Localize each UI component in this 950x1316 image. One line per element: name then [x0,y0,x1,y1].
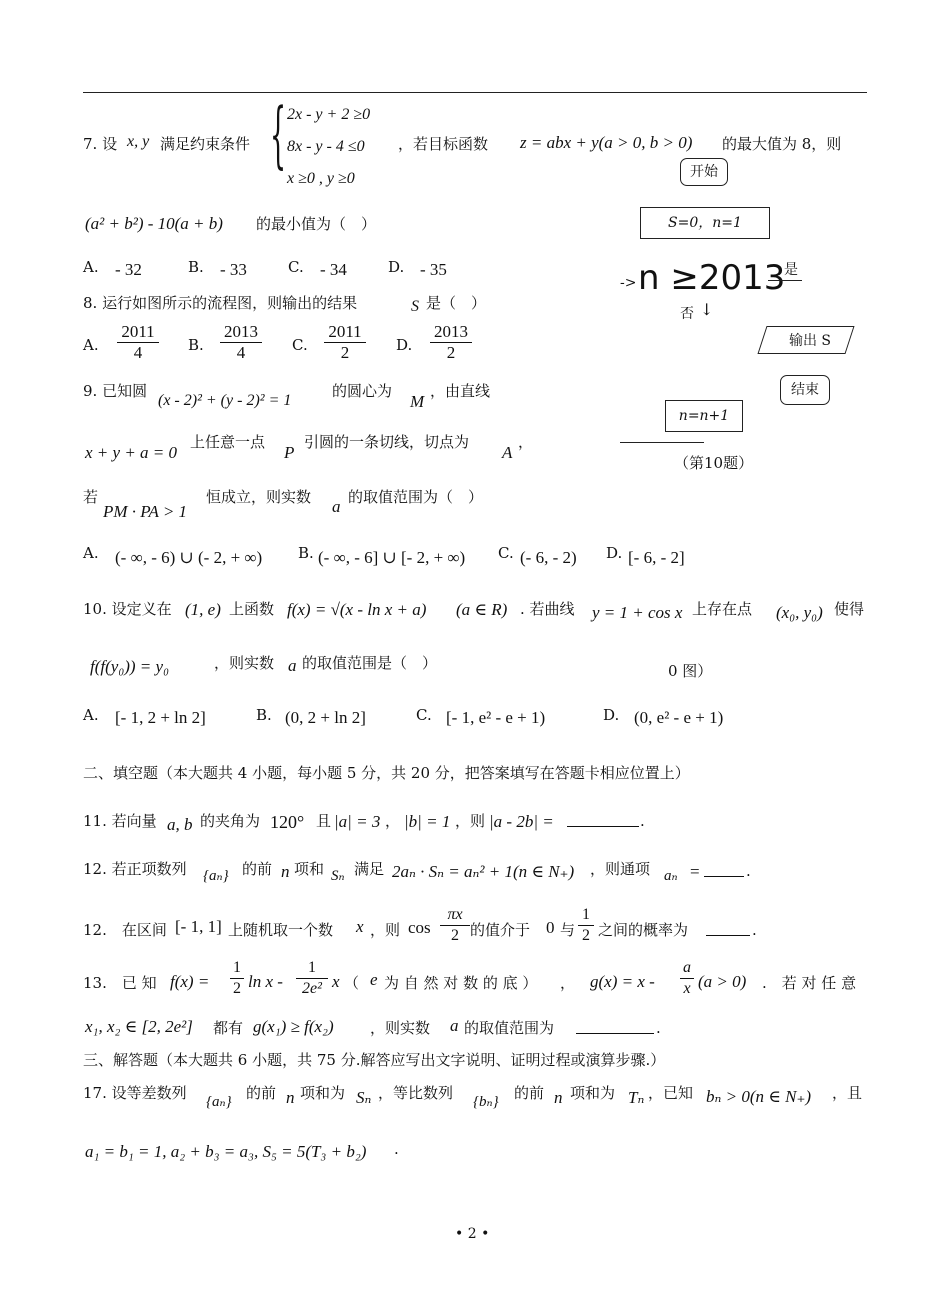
q7-opt-a-label: A. [83,258,99,276]
q7-constraint2: 8x - y - 4 ≤0 [287,138,365,155]
q8-opt-d-den: 2 [446,343,456,362]
q9-text5: 引圆的一条切线，切点为 [304,433,470,451]
q8-tail: 是（ ） [426,294,487,312]
q7-text3: 的最大值为 8，则 [722,135,842,153]
q7-constraint1: 2x - y + 2 ≥0 [287,106,371,123]
q12b-frac-den: 2 [451,927,459,944]
q12b-half-den: 2 [582,927,590,944]
q8-opt-c-den: 2 [340,343,350,362]
q13-range: x₁, x₂ ∈ [2, 2e²] [85,1017,193,1036]
q17-S: Sₙ [356,1088,372,1107]
q11-c1: |a| = 3 [334,812,381,831]
section2-heading: 二、填空题（本大题共 4 小题，每小题 5 分，共 20 分，把答案填写在答题卡相应位置上） [83,764,690,782]
q12a-S: Sₙ [331,868,345,884]
flow-cond: n ≥2013 [638,258,786,298]
q12b-x: x [356,917,364,936]
q9-M: M [410,392,425,411]
q9-opt-d: [- 6, - 2] [628,548,685,567]
q17-seq2: {bₙ} [473,1094,499,1110]
q13-lnx: ln x - [248,972,283,991]
q8-opt-c-num: 2011 [324,322,366,343]
page-number: • 2 • [455,1226,490,1242]
q12a-an: aₙ [664,868,678,884]
q12a-text1: 12. 若正项数列 [83,860,187,878]
q9-A: A [502,443,513,462]
q11-vars: a, b [167,815,193,834]
q10-opt-b: (0, 2 + ln 2] [285,708,366,727]
q11-sep: ， [385,812,401,830]
q12a-eq: 2aₙ · Sₙ = aₙ² + 1(n ∈ N₊) [392,862,575,881]
q12b-text2: 上随机取一个数 [228,921,334,939]
q9-text3: ，由直线 [430,382,491,400]
q17-text1: 17. 设等差数列 [83,1084,187,1102]
q7-vars: x, y [127,133,150,150]
q7-opt-a: - 32 [115,260,142,279]
q13-blank [576,1019,654,1038]
q10-opt-a-label: A. [83,706,99,724]
q12b-end: . [752,921,757,939]
q9-opt-c-label: C. [498,544,514,562]
q10-opt-d-label: D. [603,706,620,724]
q12a-text5: ，则通项 [590,860,651,878]
q13-c1-den: 2 [233,980,241,997]
q11-angle: 120° [270,812,305,832]
q9-text2: 的圆心为 [332,382,393,400]
q13-c1-num: 1 [230,958,244,979]
q10-opt-b-label: B. [256,706,272,724]
q12a-n: n [281,862,290,881]
q13-e: e [370,970,378,989]
q9-ruo: 若 [83,488,99,506]
q11-expr: |a - 2b| = [489,812,554,831]
q12b-text1: 12. 在区间 [83,921,167,939]
q17-T: Tₙ [628,1088,645,1107]
q9-circle: (x - 2)² + (y - 2)² = 1 [158,392,292,409]
q7-opt-d-label: D. [388,258,405,276]
q8-opt-a-label: A. [83,336,99,354]
q10-text3: . 若曲线 [520,600,575,618]
q13-text6: ，则实数 [370,1019,431,1037]
q8-opt-c-frac [324,322,366,363]
q9-a: a [332,497,341,516]
q13-comma: ， [560,974,576,992]
q13-text7: 的取值范围为 [464,1019,555,1037]
flow-no: 否 [680,306,694,322]
q17-text2: 的前 [246,1084,277,1102]
q10-opt-a: [- 1, 2 + ln 2] [115,708,206,727]
q9-text1: 9. 已知圆 [83,382,148,400]
q13-end: . [656,1019,661,1037]
flow-end: 结束 [780,375,830,405]
q12b-half [578,905,594,946]
q12a-end: . [746,862,751,880]
q9-opt-a: (- ∞, - 6) ∪ (- 2, + ∞) [115,548,263,567]
q9-comma: ， [518,433,534,451]
flow-yes: 是 [784,262,798,278]
q13-c2-den: 2e² [302,980,322,997]
q7-objective: z = abx + y(a > 0, b > 0) [520,133,693,152]
q11-text2: 的夹角为 [200,812,261,830]
q10-text1: 10. 设定义在 [83,600,172,618]
q10-opt-d: (0, e² - e + 1) [634,708,724,727]
q7-text2: ，若目标函数 [398,135,489,153]
q13-g-num: a [680,958,694,979]
q7-opt-d: - 35 [420,260,447,279]
q12a-blank [704,862,744,881]
q12a-eqs: = [690,862,700,881]
q13-x: x [332,972,340,991]
q8-opt-d-num: 2013 [430,322,472,343]
flow-caption: （第10题） [674,454,754,472]
q13-c2-num: 1 [296,958,328,979]
q10-curve: y = 1 + cos x [592,603,683,622]
top-rule [83,92,867,93]
q10-opt-c: [- 1, e² - e + 1) [446,708,546,727]
q10-a: a [288,656,297,675]
q10-text6: ，则实数 [214,654,275,672]
flow-cond-line [768,280,802,281]
q8-opt-b-frac [220,322,262,363]
q10-domain: (1, e) [185,600,221,619]
q12b-cos: cos [408,918,431,937]
q13-gcond: (a > 0) [698,972,747,991]
q9-P: P [284,443,295,462]
q12a-text2: 的前 [242,860,273,878]
flow-output: 输出 S [788,333,832,349]
q13-text4: . 若 对 任 意 [762,974,857,992]
q13-f: f(x) = [170,972,210,991]
q8-opt-a-num: 2011 [117,322,159,343]
q7-expr: (a² + b²) - 10(a + b) [85,214,223,233]
q17-cond: bₙ > 0(n ∈ N₊) [706,1087,812,1106]
q10-text4: 上存在点 [692,600,753,618]
q17-text4: ，等比数列 [378,1084,454,1102]
q7-text4: 的最小值为（ ） [256,215,377,233]
q13-text1: 13. 已 知 [83,974,157,992]
flow-bottom-line [620,442,704,443]
q11-text1: 11. 若向量 [83,812,157,830]
q17-text7: ，已知 [648,1084,694,1102]
q7-brace: { [270,92,287,176]
q13-c2-frac [296,958,328,999]
q9-text7: 的取值范围为（ ） [348,488,484,506]
q13-text5: 都有 [213,1019,244,1037]
q12b-yu: 与 [560,921,576,939]
q17-seq1: {aₙ} [206,1094,232,1110]
q13-text3: 为 自 然 对 数 的 底 ） [384,974,538,992]
q12b-interval: [- 1, 1] [175,917,222,936]
q8-opt-a-den: 4 [133,343,143,362]
q7-opt-b-label: B. [188,258,204,276]
q17-text5: 的前 [514,1084,545,1102]
q9-cond: PM · PA > 1 [103,502,188,521]
q10-eq: f(f(y₀)) = y₀ [90,657,169,676]
q12b-text4: 的值介于 [470,921,531,939]
q8-opt-a-frac [117,322,159,363]
q11-c2: |b| = 1 [404,812,451,831]
q8-opt-d-label: D. [396,336,413,354]
q10-cond: (a ∈ R) [456,600,508,619]
q8-opt-b-label: B. [188,336,204,354]
q12b-blank [706,921,750,940]
q9-opt-d-label: D. [606,544,623,562]
q17-n: n [286,1088,295,1107]
q7-opt-c-label: C. [288,258,304,276]
q17-end: . [394,1140,399,1158]
q7-num: 7. 设 [83,135,118,153]
q8-text: 8. 运行如图所示的流程图，则输出的结果 [83,294,358,312]
q9-opt-a-label: A. [83,544,99,562]
q7-opt-c: - 34 [320,260,347,279]
q12a-text3: 项和 [294,860,325,878]
q7-constraint3: x ≥0 , y ≥0 [287,170,355,187]
q8-opt-b-den: 4 [236,343,246,362]
q7-opt-b: - 33 [220,260,247,279]
q17-n2: n [554,1088,563,1107]
q13-ineq: g(x₁) ≥ f(x₂) [253,1017,334,1036]
q10-func: f(x) = √(x - ln x + a) [287,600,427,619]
flow-init: S=0，n=1 [640,207,770,239]
q10-text2: 上函数 [229,600,275,618]
q9-opt-b-label: B. [298,544,314,562]
q10-stray: 0 图） [668,662,713,680]
q11-text3: 且 [316,812,332,830]
q12a-text4: 满足 [354,860,385,878]
q12b-half-num: 1 [578,905,594,926]
q8-opt-d-frac [430,322,472,363]
q13-a: a [450,1016,459,1035]
q17-eq: a₁ = b₁ = 1, a₂ + b₃ = a₃, S₅ = 5(T₃ + b₂) [85,1142,367,1161]
q10-text5: 使得 [834,600,865,618]
q13-g: g(x) = x - [590,972,655,991]
q11-blank [567,812,639,831]
q13-text2: （ [344,974,360,992]
q8-var: S [411,298,419,315]
q9-opt-b: (- ∞, - 6] ∪ [- 2, + ∞) [318,548,466,567]
q7-text1: 满足约束条件 [160,135,251,153]
q11-end: . [640,812,645,830]
q17-text8: ，且 [832,1084,863,1102]
section3-heading: 三、解答题（本大题共 6 小题，共 75 分.解答应写出文字说明、证明过程或演算步骤.） [83,1051,666,1069]
q17-text3: 项和为 [300,1084,346,1102]
q9-line: x + y + a = 0 [85,443,178,462]
q12b-text5: 之间的概率为 [598,921,689,939]
q10-opt-c-label: C. [416,706,432,724]
q12b-frac [440,905,470,946]
q13-c1-frac [230,958,244,999]
flow-arrow-in: -> [620,275,637,291]
q12b-zero: 0 [546,918,555,937]
q9-text6: 恒成立，则实数 [206,488,312,506]
q11-text4: ，则 [455,812,486,830]
flow-down-arrow: ↓ [700,300,714,319]
q9-text4: 上任意一点 [190,433,266,451]
flow-update: n=n+1 [665,400,743,432]
q10-text7: 的取值范围是（ ） [302,654,438,672]
q12a-seq: {aₙ} [203,868,229,884]
q17-text6: 项和为 [570,1084,616,1102]
q12b-text3: ，则 [370,921,401,939]
q8-opt-c-label: C. [292,336,308,354]
q10-point: (x₀, y₀) [776,603,823,622]
q9-opt-c: (- 6, - 2) [520,548,577,567]
q13-g-den: x [683,980,691,997]
q8-opt-b-num: 2013 [220,322,262,343]
q13-g-frac [680,958,694,999]
flow-start: 开始 [680,158,728,186]
q12b-frac-num: πx [440,905,470,926]
